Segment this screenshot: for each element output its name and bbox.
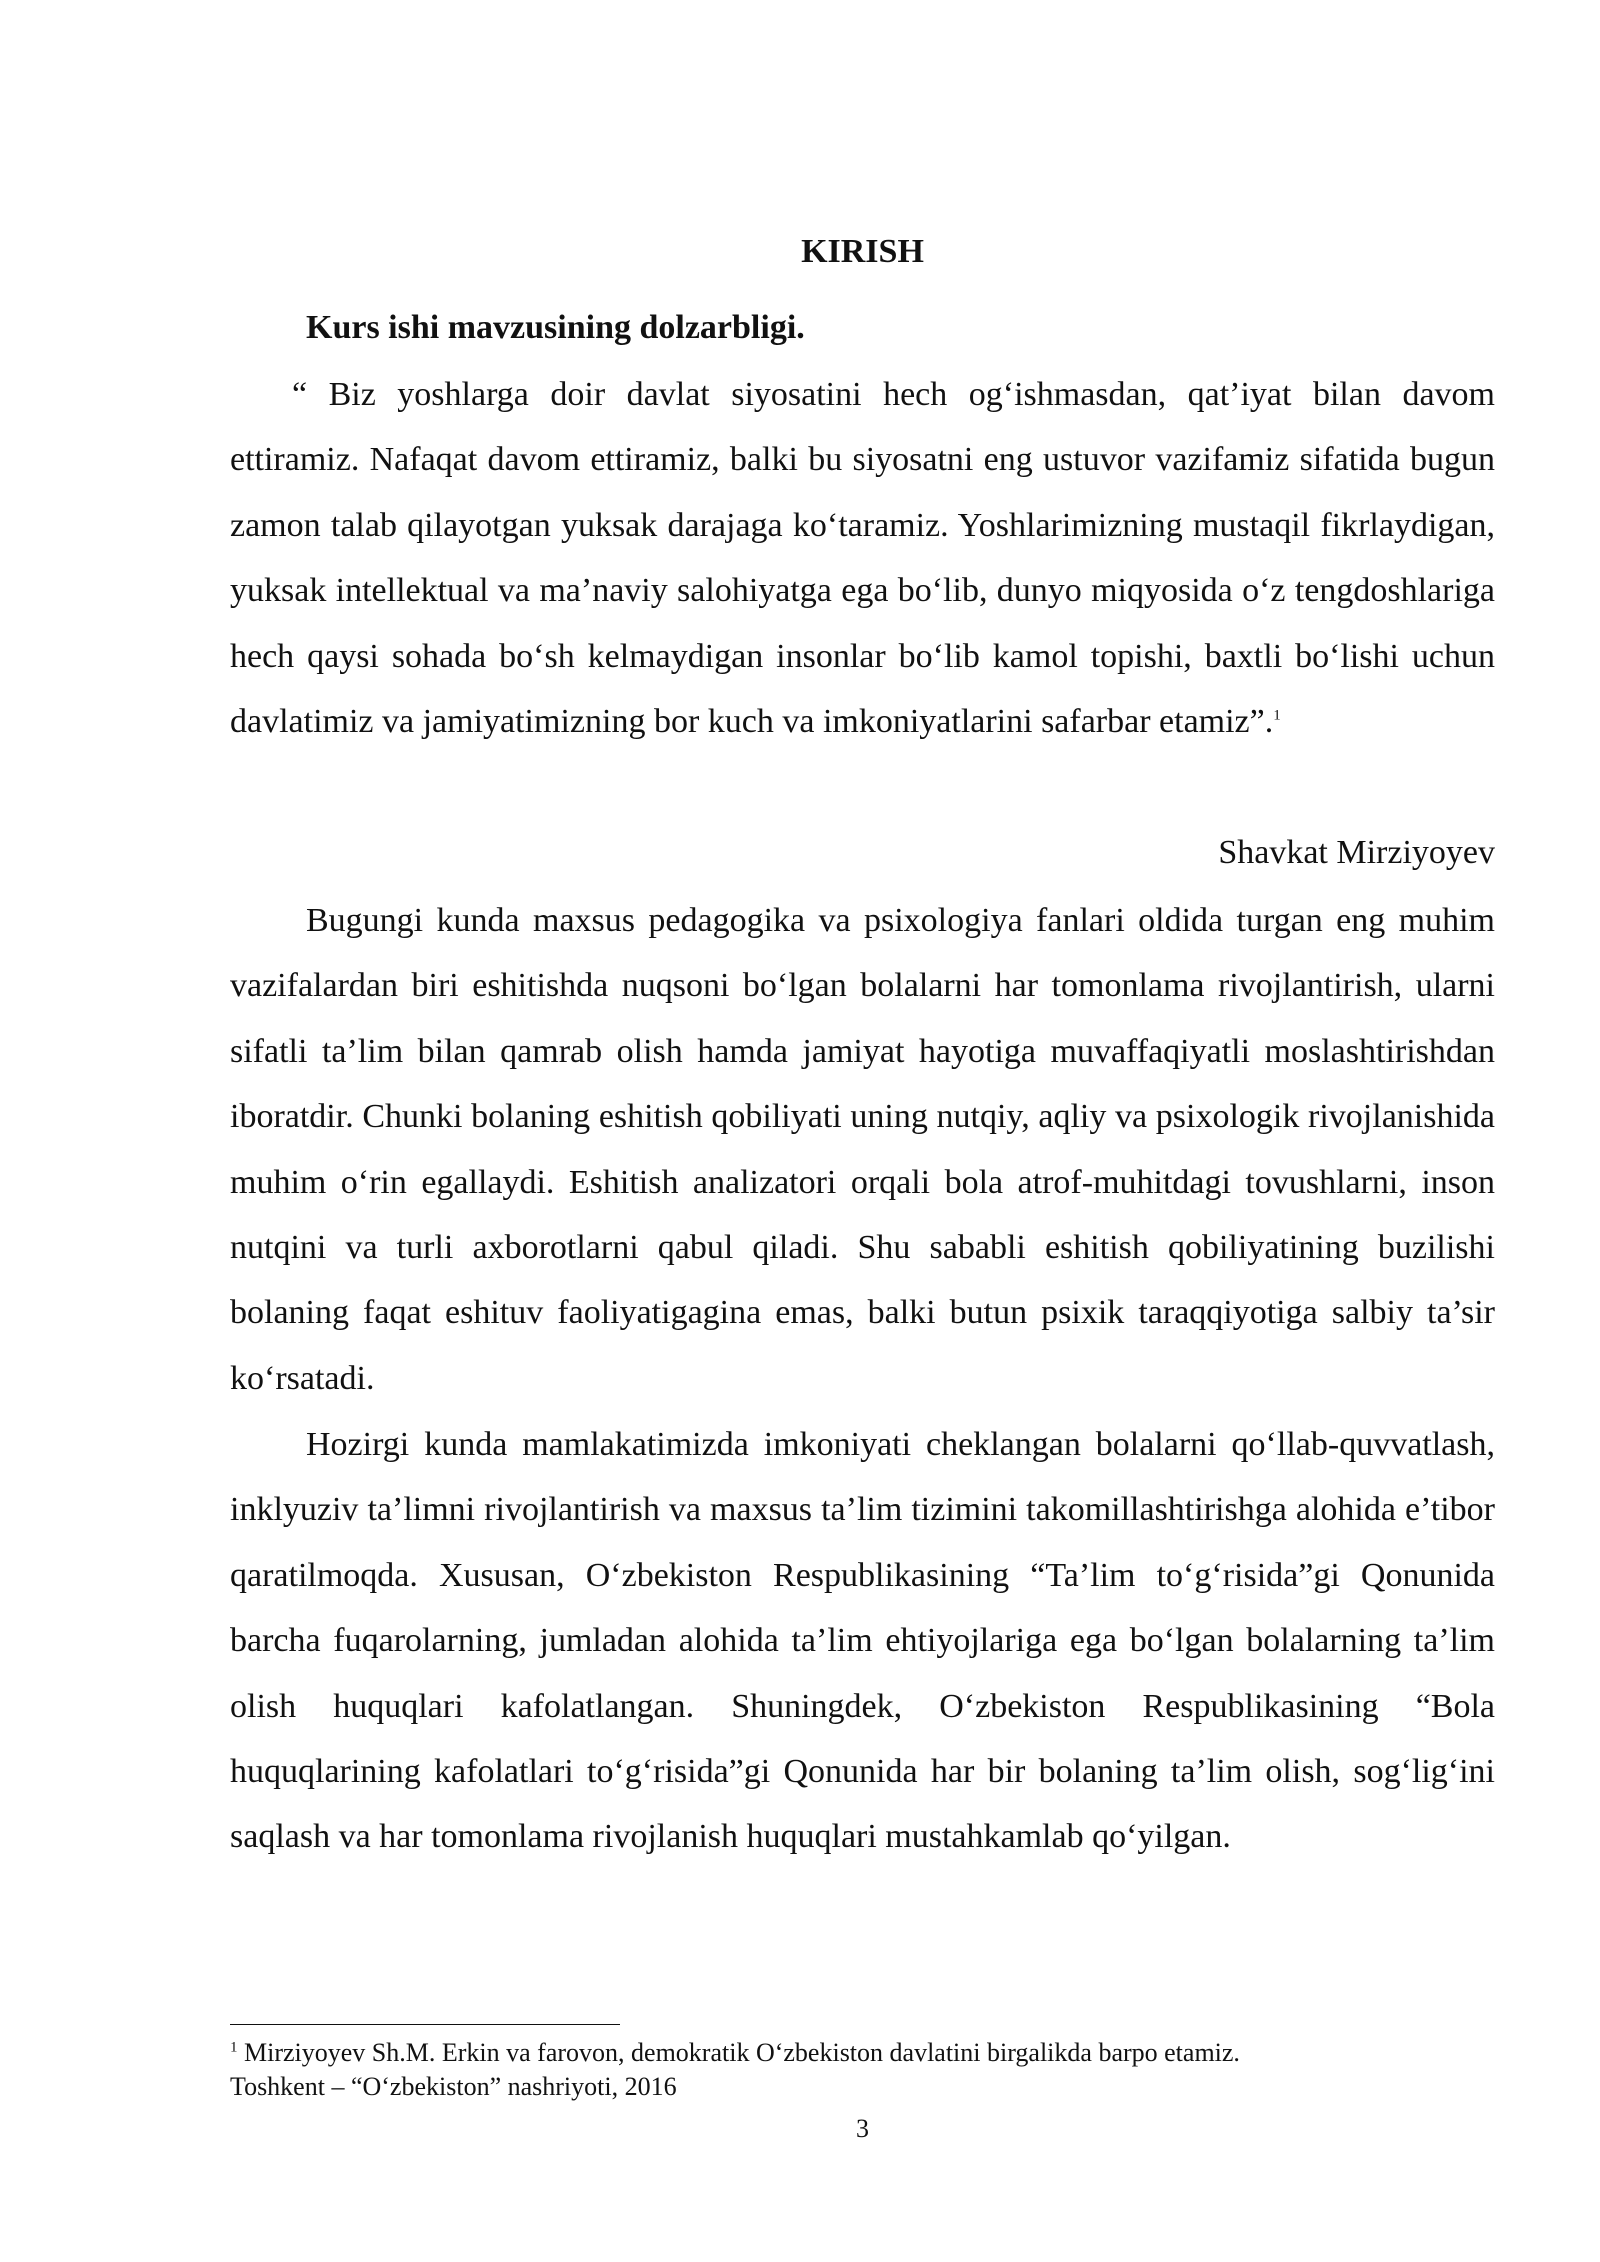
footnote (230, 2036, 1495, 2104)
page-number: 3 (856, 2114, 869, 2143)
footnote-reference: 1 (1273, 707, 1281, 724)
footnote-number: 1 (230, 2039, 238, 2056)
epigraph-quote (230, 362, 1495, 754)
footnote-text-1: Mirziyoyev Sh.M. Erkin va farovon, demokratik O‘zbekiston davlatini birgalikda barpo etamiz. (244, 2038, 1240, 2067)
footnote-divider (230, 2024, 620, 2025)
quote-text: “ Biz yoshlarga doir davlat siyosatini hech og‘ishmasdan, qat’iyat bilan davom ettiramiz. Nafaqat davom ettiramiz, balki bu siyosatni eng ustuvor vazifamiz sifatida bugun zamon talab qilayotgan yuksak darajaga ko‘taramiz. Yoshlarimizning mustaqil fikrlaydigan, yuksak intellektual va ma’naviy salohiyatga ega bo‘lib, dunyo miqyosida o‘z tengdoshlariga hech qaysi sohada bo‘sh kelmaydigan insonlar bo‘lib kamol topishi, baxtli bo‘lishi uchun davlatimiz va jamiyatimizning bor kuch va imkoniyatlarini safarbar etamiz”. (230, 376, 1495, 741)
quote-author: Shavkat Mirziyoyev (1218, 834, 1495, 871)
document-page (230, 0, 1495, 2262)
body-paragraph-2: Hozirgi kunda mamlakatimizda imkoniyati cheklangan bolalarni qo‘llab-quvvatlash, inklyuziv ta’limni rivojlantirish va maxsus ta’lim tizimini takomillashtirishga alohida e’tibor qaratilmoqda. Xususan, O‘zbekiston Respublikasining “Ta’lim to‘g‘risida”gi Qonunida barcha fuqarolarning, jumladan alohida ta’lim ehtiyojlariga ega bo‘lgan bolalarning ta’lim olish huquqlari kafolatlangan. Shuningdek, O‘zbekiston Respublikasining “Bola huquqlarining kafolatlari to‘g‘risida”gi Qonunida har bir bolaning ta’lim olish, sog‘lig‘ini saqlash va har tomonlama rivojlanish huquqlari mustahkamlab qo‘yilgan. (230, 1426, 1495, 1856)
footnote-line-1 (230, 2036, 1495, 2070)
section-heading: KIRISH (801, 233, 924, 270)
footnote-line-2: Toshkent – “O‘zbekiston” nashriyoti, 2016 (230, 2072, 677, 2101)
body-paragraph-1: Bugungi kunda maxsus pedagogika va psixologiya fanlari oldida turgan eng muhim vazifalardan biri eshitishda nuqsoni bo‘lgan bolalarni har tomonlama rivojlantirish, ularni sifatli ta’lim bilan qamrab olish hamda jamiyat hayotiga muvaffaqiyatli moslashtirishdan iboratdir. Chunki bolaning eshitish qobiliyati uning nutqiy, aqliy va psixologik rivojlanishida muhim o‘rin egallaydi. Eshitish analizatori orqali bola atrof-muhitdagi tovushlarni, inson nutqini va turli axborotlarni qabul qiladi. Shu sababli eshitish qobiliyatining buzilishi bolaning faqat eshituv faoliyatigagina emas, balki butun psixik taraqqiyotiga salbiy ta’sir ko‘rsatadi. (230, 902, 1495, 1397)
section-subheading: Kurs ishi mavzusining dolzarbligi. (306, 309, 805, 346)
